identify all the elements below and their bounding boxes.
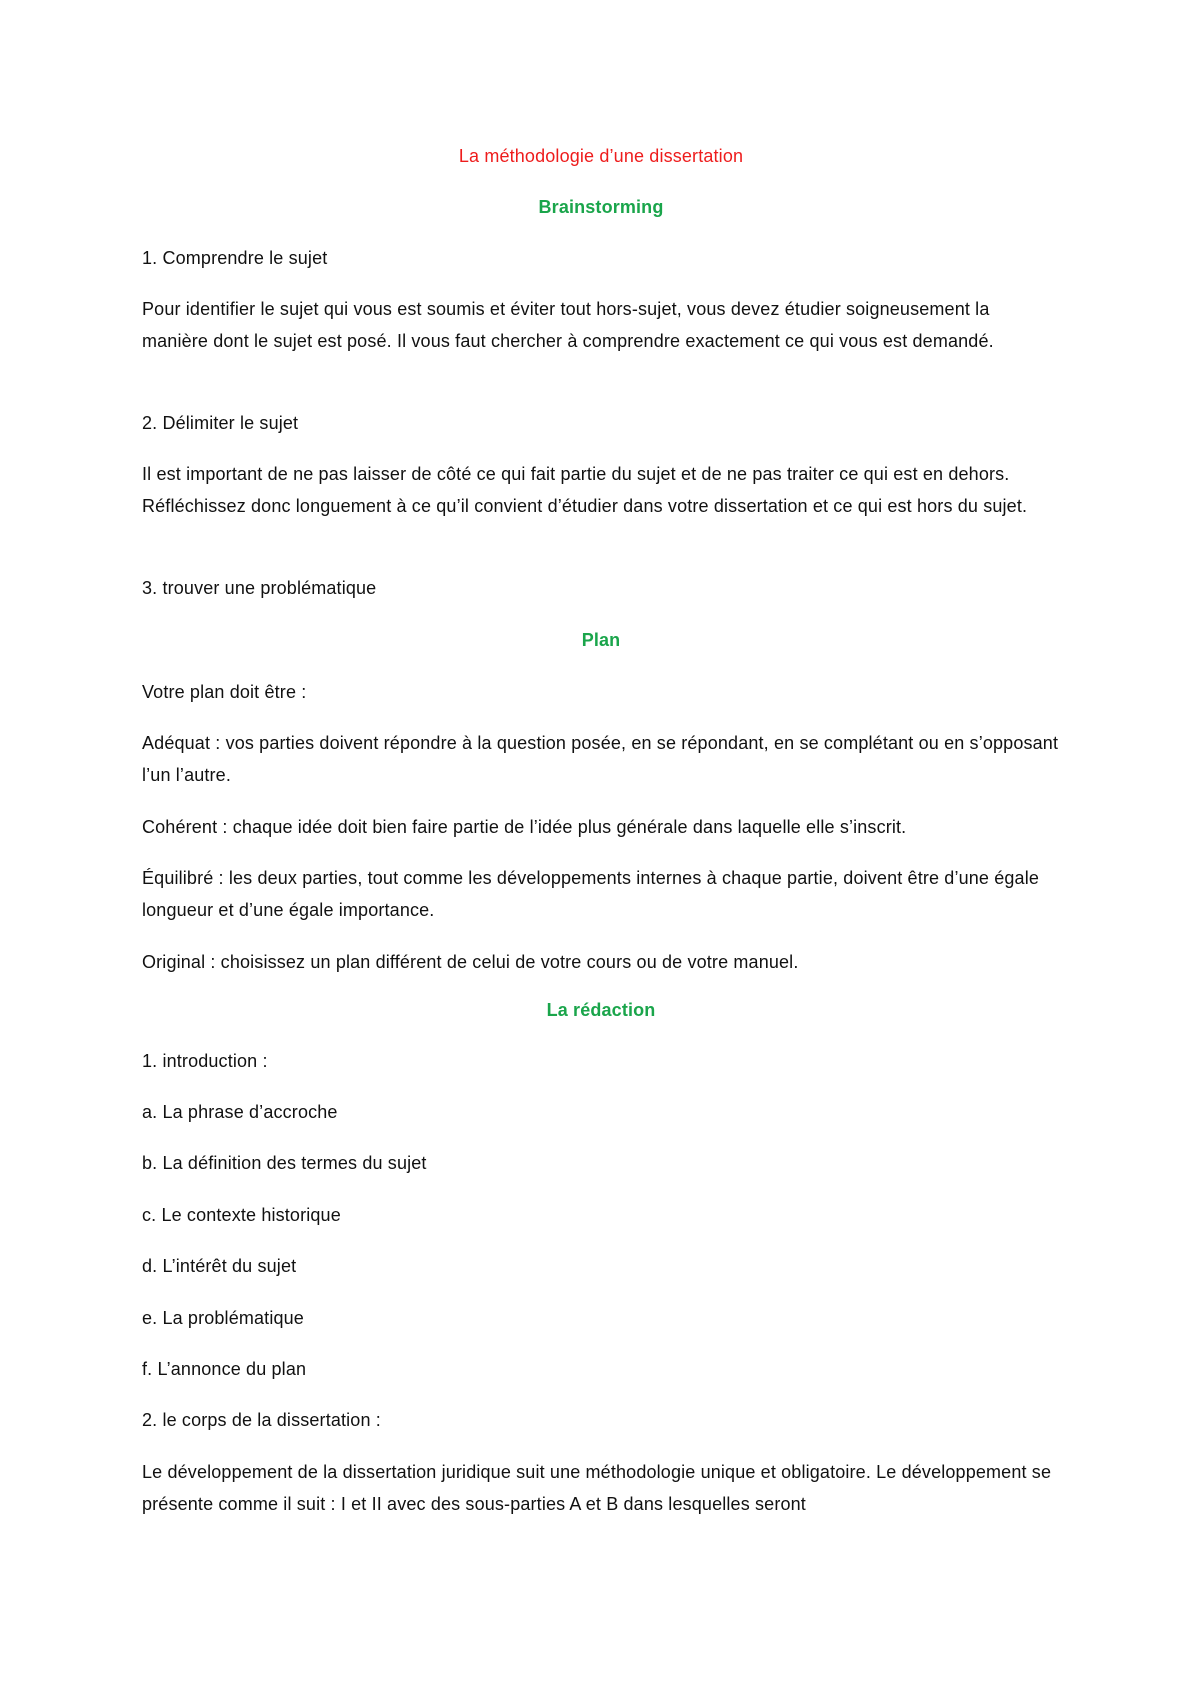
document-title: La méthodologie d’une dissertation <box>458 146 744 166</box>
plan-intro: Votre plan doit être : <box>142 682 307 702</box>
item-delimiter-title: 2. Délimiter le sujet <box>142 413 299 433</box>
redaction-corps-text: Le développement de la dissertation juridique suit une méthodologie unique et obligatoire. Le développement se présente comme il suit : I et II avec des sous-parties A et B dans lesquelles seront <box>142 1462 1052 1514</box>
item-problematique-title: 3. trouver une problématique <box>142 578 377 598</box>
list-item: a. La phrase d’accroche <box>142 1102 338 1122</box>
redaction-corps-title: 2. le corps de la dissertation : <box>142 1410 381 1430</box>
list-item: e. La problématique <box>142 1308 304 1328</box>
heading-redaction: La rédaction <box>546 1000 656 1020</box>
plan-coherent: Cohérent : chaque idée doit bien faire partie de l’idée plus générale dans laquelle elle s’inscrit. <box>142 817 907 837</box>
list-item: d. L’intérêt du sujet <box>142 1256 297 1276</box>
list-item: b. La définition des termes du sujet <box>142 1153 427 1173</box>
plan-adequat: Adéquat : vos parties doivent répondre à la question posée, en se répondant, en se complétant ou en s’opposant l’un l’autre. <box>142 733 1059 785</box>
list-item: f. L’annonce du plan <box>142 1359 307 1379</box>
heading-plan: Plan <box>581 630 621 650</box>
item-delimiter-text: Il est important de ne pas laisser de côté ce qui fait partie du sujet et de ne pas traiter ce qui est en dehors. Réfléchissez donc longuement à ce qu’il convient d’étudier dans votre dissertation et ce qui est hors du sujet. <box>142 464 1028 516</box>
plan-equilibre: Équilibré : les deux parties, tout comme les développements internes à chaque partie, doivent être d’une égale longueur et d’une égale importance. <box>142 868 1040 920</box>
redaction-intro-title: 1. introduction : <box>142 1051 268 1071</box>
item-comprendre-text: Pour identifier le sujet qui vous est soumis et éviter tout hors-sujet, vous devez étudier soigneusement la manière dont le sujet est posé. Il vous faut chercher à comprendre exactement ce qui vous est demandé. <box>142 299 994 351</box>
plan-original: Original : choisissez un plan différent de celui de votre cours ou de votre manuel. <box>142 952 799 972</box>
list-item: c. Le contexte historique <box>142 1205 341 1225</box>
heading-brainstorming: Brainstorming <box>538 197 664 217</box>
item-comprendre-title: 1. Comprendre le sujet <box>142 248 328 268</box>
